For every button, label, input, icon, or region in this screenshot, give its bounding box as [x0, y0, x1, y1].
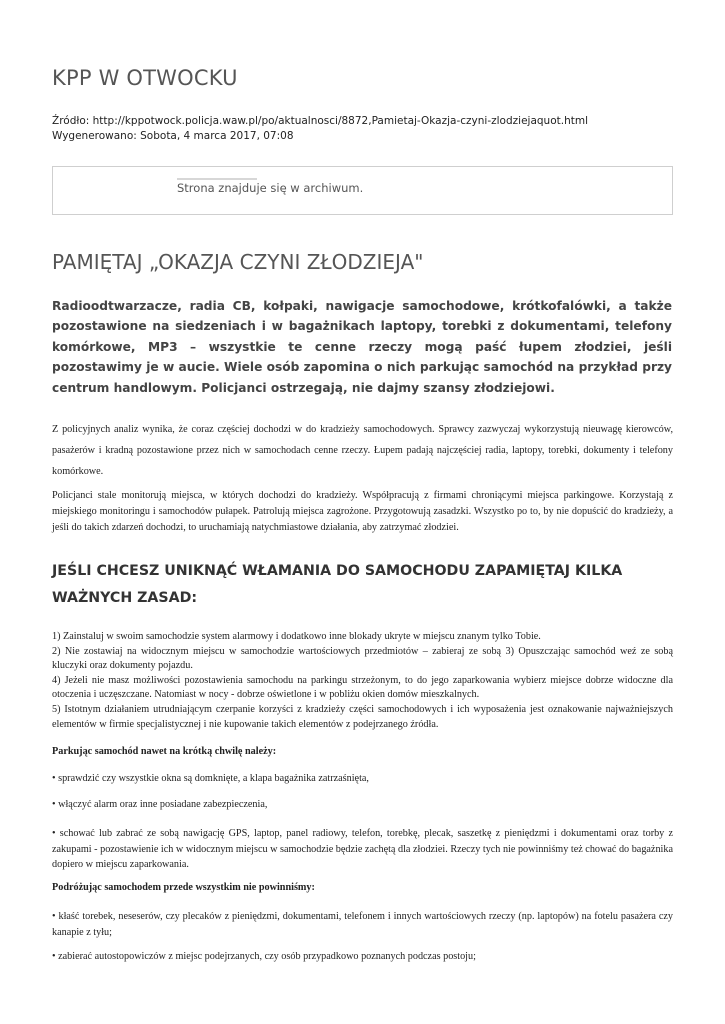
section-heading: JEŚLI CHCESZ UNIKNĄĆ WŁAMANIA DO SAMOCHODU ZAPAMIĘTAJ KILKA WAŻNYCH ZASAD: — [52, 563, 623, 606]
archive-notice-text: Strona znajduje się w archiwum. — [177, 181, 364, 195]
parking-bullet: • schować lub zabrać ze sobą nawigację GPS, laptop, panel radiowy, telefon, torebkę, plecak, saszetkę z pieniędzmi i dokumentami oraz torby z zakupami - pozostawienie ich w widocznym miejscu w samochodzie będzie zachętą dla złodziei. Rzeczy tych nie powinniśmy też chować do bagażnika dopiero w miejscu zaparkowania. — [52, 828, 673, 871]
archive-notice-box — [52, 166, 673, 215]
site-title: KPP W OTWOCKU — [52, 66, 238, 90]
rule-item: 1) Zainstaluj w swoim samochodzie system alarmowy i dodatkowo inne blokady ukryte w miejscu znanym tylko Tobie. — [52, 631, 541, 642]
parking-bullet: • włączyć alarm oraz inne posiadane zabezpieczenia, — [52, 799, 268, 810]
rule-item: 2) Nie zostawiaj na widocznym miejscu w samochodzie wartościowych przedmiotów – zabieraj ze sobą 3) Opuszczając samochód weź ze sobą kluczyki oraz dokumenty pojazdu. — [52, 645, 673, 672]
rule-item: 4) Jeżeli nie masz możliwości pozostawienia samochodu na parkingu strzeżonym, to do jego zaparkowania wybierz miejsce dobrze widoczne dla otoczenia i uczęszczane. Natomiast w nocy - dobrze oświetlone i w pobliżu okien domów mieszkalnych. — [52, 674, 673, 701]
article-title: PAMIĘTAJ „OKAZJA CZYNI ZŁODZIEJA" — [52, 250, 424, 274]
article-paragraph-2: Policjanci stale monitorują miejsca, w których dochodzi do kradzieży. Współpracują z firmami chroniącymi miejsca parkingowe. Korzystają z miejskiego monitoringu i samochodów pułapek. Patrolują miejsca zagrożone. Przygotowują zasadzki. Wszystko po to, by nie dopuścić do kradzieży, a jeśli do takich zdarzeń dochodzi, to uruchamiają natychmiastowe działania, aby zatrzymać złodziei. — [52, 490, 673, 533]
parking-bullet: • sprawdzić czy wszystkie okna są domknięte, a klapa bagażnika zatrzaśnięta, — [52, 773, 369, 784]
travel-bullet: • zabierać autostopowiczów z miejsc podejrzanych, czy osób przypadkowo poznanych podczas postoju; — [52, 951, 476, 962]
archive-notice-divider — [177, 178, 257, 180]
article-lead: Radioodtwarzacze, radia CB, kołpaki, nawigacje samochodowe, krótkofalówki, a także pozostawione na siedzeniach i w bagażnikach laptopy, torebki z dokumentami, telefony komórkowe, MP3 – wszystkie te cenne rzeczy mogą paść łupem złodziei, jeśli pozostawimy je w aucie. Wiele osób zapomina o nich parkując samochód na przykład przy centrum handlowym. Policjanci ostrzegają, nie dajmy szansy złodziejowi. — [52, 299, 672, 395]
document-meta — [52, 114, 692, 144]
parking-heading: Parkując samochód nawet na krótką chwilę należy: — [52, 746, 277, 757]
travel-heading: Podróżując samochodem przede wszystkim nie powinniśmy: — [52, 882, 315, 893]
generated-line: Wygenerowano: Sobota, 4 marca 2017, 07:08 — [52, 130, 294, 142]
rule-item: 5) Istotnym działaniem utrudniającym czerpanie korzyści z kradzieży części samochodowych i ich wyposażenia jest oznakowanie najważniejszych elementów w firmie specjalistycznej i nie kupowanie takich elementów z podejrzanego źródła. — [52, 703, 673, 730]
source-line: Źródło: http://kppotwock.policja.waw.pl/po/aktualnosci/8872,Pamietaj-Okazja-czyni-zlodziejaquot.html — [52, 115, 588, 127]
article-paragraph-1: Z policyjnych analiz wynika, że coraz częściej dochodzi w do kradzieży samochodowych. Sprawcy zazwyczaj wykorzystują nieuwagę kierowców, pasażerów i kradną pozostawione przez nich w samochodach cenne rzeczy. Łupem padają najczęściej radia, laptopy, torebki, dokumenty i telefony komórkowe. — [52, 424, 673, 477]
travel-bullet: • kłaść torebek, neseserów, czy plecaków z pieniędzmi, dokumentami, telefonem i innych wartościowych rzeczy (np. laptopów) na fotelu pasażera czy kanapie z tyłu; — [52, 911, 673, 938]
rules-list — [52, 630, 673, 732]
